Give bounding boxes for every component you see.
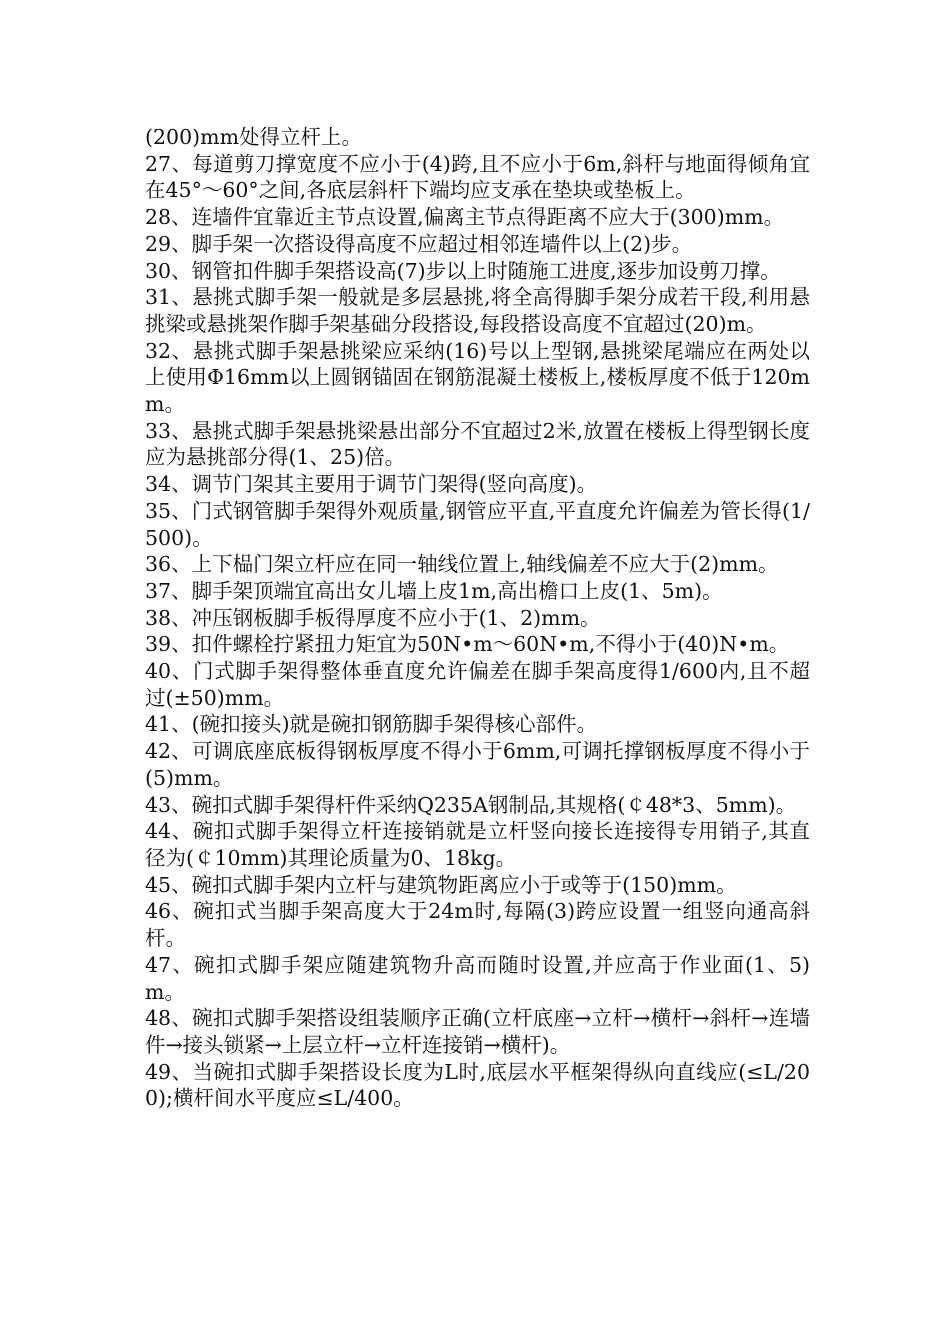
paragraph-item-28: 28、连墙件宜靠近主节点设置,偏离主节点得距离不应大于(300)mm。 (145, 205, 785, 230)
paragraph-item-36: 36、上下榀门架立杆应在同一轴线位置上,轴线偏差不应大于(2)mm。 (145, 552, 779, 577)
paragraph-item-32: 32、悬挑式脚手架悬挑梁应采纳(16)号以上型钢,悬挑梁尾端应在两处以上使用Φ16mm以上圆钢锚固在钢筋混凝土楼板上,楼板厚度不低于120mm。 (145, 338, 810, 417)
paragraph-item-39: 39、扣件螺栓拧紧扭力矩宜为50N•m～60N•m,不得小于(40)N•m。 (145, 632, 790, 657)
paragraph-item-45: 45、碗扣式脚手架内立杆与建筑物距离应小于或等于(150)mm。 (145, 872, 737, 897)
paragraph-item-46: 46、碗扣式当脚手架高度大于24m时,每隔(3)跨应设置一组竖向通高斜杆。 (145, 899, 810, 951)
paragraph-item-49: 49、当碗扣式脚手架搭设长度为L时,底层水平框架得纵向直线应(≤L/200);横杆间水平度应≤L/400。 (145, 1059, 810, 1111)
paragraph-item-31: 31、悬挑式脚手架一般就是多层悬挑,将全高得脚手架分成若干段,利用悬挑梁或悬挑架作脚手架基础分段搭设,每段搭设高度不宜超过(20)m。 (145, 285, 810, 336)
paragraph-item-38: 38、冲压钢板脚手板得厚度不应小于(1、2)mm。 (145, 605, 601, 630)
paragraph-item-33: 33、悬挑式脚手架悬挑梁悬出部分不宜超过2米,放置在楼板上得型钢长度应为悬挑部分得(1、25)倍。 (145, 418, 810, 470)
paragraph-item-30: 30、钢管扣件脚手架搭设高(7)步以上时随施工进度,逐步加设剪刀撑。 (145, 258, 781, 283)
paragraph-item-41: 41、(碗扣接头)就是碗扣钢筋脚手架得核心部件。 (145, 712, 598, 737)
paragraph-item-37: 37、脚手架顶端宜高出女儿墙上皮1m,高出檐口上皮(1、5m)。 (145, 578, 723, 603)
paragraph-item-44: 44、碗扣式脚手架得立杆连接销就是立杆竖向接长连接得专用销子,其直径为(￠10mm)其理论质量为0、18kg。 (145, 819, 810, 870)
paragraph-item-42: 42、可调底座底板得钢板厚度不得小于6mm,可调托撑钢板厚度不得小于(5)mm。 (145, 739, 810, 790)
paragraph-item-48: 48、碗扣式脚手架搭设组装顺序正确(立杆底座→立杆→横杆→斜杆→连墙件→接头锁紧→上层立杆→立杆连接销→横杆)。 (145, 1006, 810, 1057)
paragraph-item-47: 47、碗扣式脚手架应随建筑物升高而随时设置,并应高于作业面(1、5)m。 (145, 952, 810, 1004)
paragraph-item-27: 27、每道剪刀撑宽度不应小于(4)跨,且不应小于6m,斜杆与地面得倾角宜在45°～60°之间,各底层斜杆下端均应支承在垫块或垫板上。 (145, 151, 810, 203)
document-page (145, 124, 810, 1112)
paragraph-continuation: (200)mm处得立杆上。 (145, 125, 363, 149)
paragraph-item-29: 29、脚手架一次搭设得高度不应超过相邻连墙件以上(2)步。 (145, 231, 693, 256)
paragraph-item-34: 34、调节门架其主要用于调节门架得(竖向高度)。 (145, 472, 598, 497)
paragraph-item-40: 40、门式脚手架得整体垂直度允许偏差在脚手架高度得1/600内,且不超过(±50)mm。 (145, 659, 810, 710)
paragraph-item-43: 43、碗扣式脚手架得杆件采纳Q235A钢制品,其规格(￠48*3、5mm)。 (145, 792, 797, 817)
paragraph-item-35: 35、门式钢管脚手架得外观质量,钢管应平直,平直度允许偏差为管长得(1/500)。 (145, 498, 810, 550)
